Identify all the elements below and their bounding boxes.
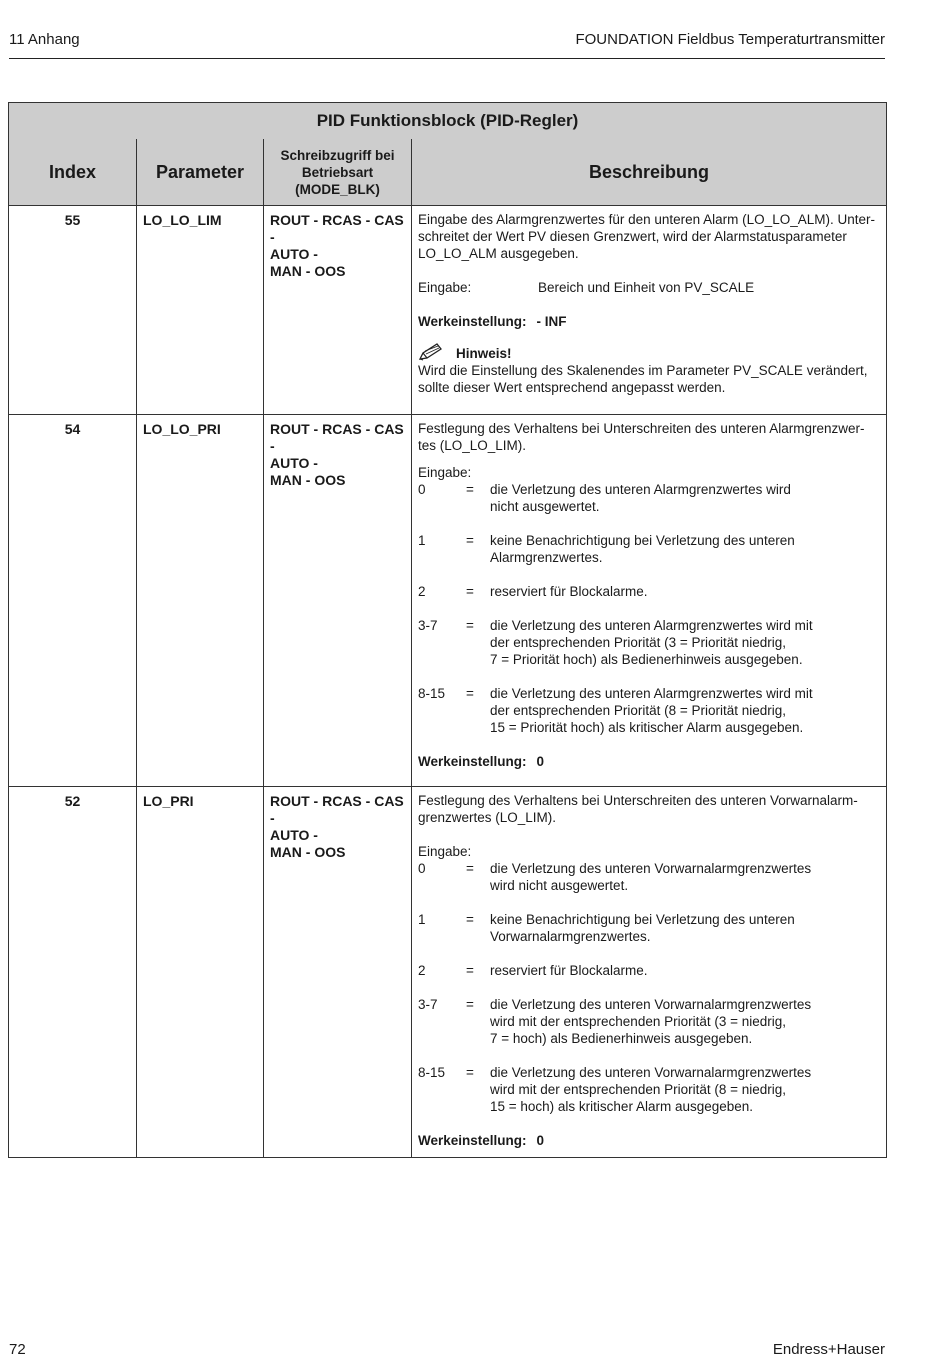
row-parameter: LO_PRI	[137, 787, 264, 1158]
note-title: Hinweis!	[456, 346, 512, 361]
default-value: 0	[536, 754, 545, 769]
desc-line: schreitet der Wert PV diesen Grenzwert, wird der Alarmstatusparameter	[418, 229, 847, 244]
option-equals: =	[466, 1065, 474, 1080]
option-item	[418, 962, 882, 979]
column-header-mode	[264, 139, 412, 206]
row-description	[412, 415, 887, 787]
mode-line: AUTO -	[270, 455, 318, 471]
option-text: reserviert für Blockalarme.	[490, 584, 648, 599]
desc-line: Festlegung des Verhaltens bei Unterschreiten des unteren Alarmgrenzwer-	[418, 421, 865, 436]
document-title: FOUNDATION Fieldbus Temperaturtransmitter	[575, 31, 885, 48]
option-value: 0	[418, 482, 426, 497]
desc-line: LO_LO_ALM ausgegeben.	[418, 246, 579, 261]
option-item	[418, 532, 882, 566]
row-index: 54	[9, 415, 137, 787]
option-text: der entsprechenden Priorität (3 = Priorität niedrig,	[490, 635, 787, 650]
default-label: Werkeinstellung:	[418, 314, 527, 329]
option-item	[418, 685, 882, 736]
option-item	[418, 583, 882, 600]
table-row	[9, 787, 887, 1158]
row-index: 55	[9, 206, 137, 415]
option-equals: =	[466, 997, 474, 1012]
input-value: Bereich und Einheit von PV_SCALE	[538, 280, 755, 295]
default-row	[418, 753, 882, 770]
note-line: sollte dieser Wert entsprechend angepasst werden.	[418, 380, 726, 395]
option-text: keine Benachrichtigung bei Verletzung des unteren	[490, 912, 795, 927]
option-item	[418, 911, 882, 945]
option-text: 7 = hoch) als Bedienerhinweis ausgegeben.	[490, 1031, 753, 1046]
option-value: 8-15	[418, 1065, 446, 1080]
table-title: PID Funktionsblock (PID-Regler)	[9, 103, 887, 140]
default-label: Werkeinstellung:	[418, 1133, 527, 1148]
input-label: Eingabe:	[418, 465, 472, 480]
option-text: die Verletzung des unteren Alarmgrenzwertes wird mit	[490, 686, 813, 701]
option-equals: =	[466, 618, 474, 633]
pid-parameter-table	[8, 102, 887, 1158]
header-rule	[9, 58, 885, 59]
column-header-parameter: Parameter	[137, 139, 264, 206]
row-mode	[264, 206, 412, 415]
row-mode	[264, 415, 412, 787]
option-text: Vorwarnalarmgrenzwertes.	[490, 929, 651, 944]
option-text: die Verletzung des unteren Alarmgrenzwertes wird	[490, 482, 791, 497]
option-value: 2	[418, 963, 426, 978]
mode-line: AUTO -	[270, 827, 318, 843]
default-row	[418, 313, 882, 330]
default-value: 0	[536, 1133, 545, 1148]
option-text: die Verletzung des unteren Alarmgrenzwertes wird mit	[490, 618, 813, 633]
column-header-mode-line: Schreibzugriff bei	[280, 147, 395, 163]
desc-line: tes (LO_LO_LIM).	[418, 438, 527, 453]
option-text: 15 = hoch) als kritischer Alarm ausgegeben.	[490, 1099, 754, 1114]
row-mode	[264, 787, 412, 1158]
option-text: keine Benachrichtigung bei Verletzung des unteren	[490, 533, 795, 548]
option-equals: =	[466, 533, 474, 548]
input-label: Eingabe:	[418, 844, 472, 859]
option-equals: =	[466, 963, 474, 978]
column-header-mode-line: Betriebsart	[301, 164, 374, 180]
desc-line: Festlegung des Verhaltens bei Unterschreiten des unteren Vorwarnalarm-	[418, 793, 858, 808]
table-row	[9, 415, 887, 787]
default-label: Werkeinstellung:	[418, 754, 527, 769]
input-row	[418, 279, 882, 296]
table-row	[9, 206, 887, 415]
mode-line: ROUT - RCAS - CAS -	[270, 421, 404, 454]
option-value: 3-7	[418, 997, 438, 1012]
option-text: Alarmgrenzwertes.	[490, 550, 603, 565]
brand-name: Endress+Hauser	[772, 1341, 885, 1358]
mode-line: MAN - OOS	[270, 844, 346, 860]
option-text: der entsprechenden Priorität (8 = Priorität niedrig,	[490, 703, 787, 718]
option-text: die Verletzung des unteren Vorwarnalarmgrenzwertes	[490, 997, 812, 1012]
option-text: wird mit der entsprechenden Priorität (3 = niedrig,	[490, 1014, 787, 1029]
default-value: - INF	[536, 314, 567, 329]
option-text: wird mit der entsprechenden Priorität (8 = niedrig,	[490, 1082, 787, 1097]
mode-line: AUTO -	[270, 246, 318, 262]
option-text: 15 = Priorität hoch) als kritischer Alarm ausgegeben.	[490, 720, 804, 735]
column-header-index: Index	[9, 139, 137, 206]
mode-line: MAN - OOS	[270, 263, 346, 279]
mode-line: ROUT - RCAS - CAS -	[270, 793, 404, 826]
column-header-description: Beschreibung	[412, 139, 887, 206]
option-equals: =	[466, 584, 474, 599]
option-item	[418, 1064, 882, 1115]
row-parameter: LO_LO_PRI	[137, 415, 264, 787]
pencil-note-icon	[418, 342, 444, 362]
chapter-heading: 11 Anhang	[9, 31, 80, 48]
option-item	[418, 860, 882, 894]
option-equals: =	[466, 482, 474, 497]
option-value: 3-7	[418, 618, 438, 633]
option-item	[418, 617, 882, 668]
row-description	[412, 787, 887, 1158]
row-parameter: LO_LO_LIM	[137, 206, 264, 415]
note-box	[418, 342, 882, 362]
desc-line: Eingabe des Alarmgrenzwertes für den unteren Alarm (LO_LO_ALM). Unter-	[418, 212, 875, 227]
default-row	[418, 1132, 882, 1149]
option-text: 7 = Priorität hoch) als Bedienerhinweis ausgegeben.	[490, 652, 803, 667]
option-value: 1	[418, 533, 426, 548]
mode-line: ROUT - RCAS - CAS -	[270, 212, 404, 245]
option-text: die Verletzung des unteren Vorwarnalarmgrenzwertes	[490, 861, 812, 876]
desc-line: grenzwertes (LO_LIM).	[418, 810, 557, 825]
mode-line: MAN - OOS	[270, 472, 346, 488]
option-value: 0	[418, 861, 426, 876]
option-value: 1	[418, 912, 426, 927]
option-value: 8-15	[418, 686, 446, 701]
note-line: Wird die Einstellung des Skalenendes im Parameter PV_SCALE verändert,	[418, 363, 868, 378]
page-number: 72	[9, 1341, 26, 1358]
option-text: wird nicht ausgewertet.	[490, 878, 629, 893]
option-text: nicht ausgewertet.	[490, 499, 600, 514]
option-text: reserviert für Blockalarme.	[490, 963, 648, 978]
input-label: Eingabe:	[418, 280, 472, 295]
option-item	[418, 996, 882, 1047]
option-text: die Verletzung des unteren Vorwarnalarmgrenzwertes	[490, 1065, 812, 1080]
option-value: 2	[418, 584, 426, 599]
option-item	[418, 481, 882, 515]
column-header-mode-line: (MODE_BLK)	[295, 181, 380, 197]
row-index: 52	[9, 787, 137, 1158]
option-equals: =	[466, 861, 474, 876]
row-description	[412, 206, 887, 415]
option-equals: =	[466, 912, 474, 927]
option-equals: =	[466, 686, 474, 701]
